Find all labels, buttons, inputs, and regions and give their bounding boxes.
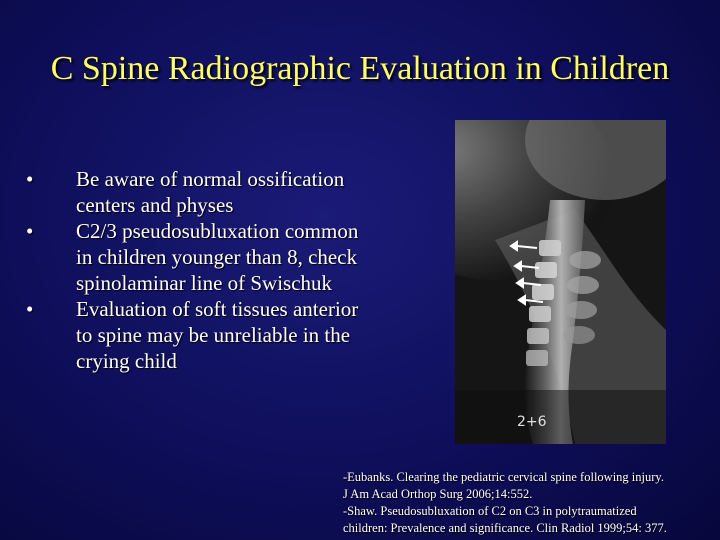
bullet-icon: • <box>26 297 34 321</box>
bullet-text: Evaluation of soft tissues anterior to spine may be unreliable in the crying child <box>76 297 359 373</box>
bullet-icon: • <box>26 167 34 191</box>
slide-title: C Spine Radiographic Evaluation in Children <box>50 50 670 87</box>
references <box>343 469 715 537</box>
reference-line: J Am Acad Orthop Surg 2006;14:552. <box>343 487 533 501</box>
bullet-text: C2/3 pseudosubluxation common in children younger than 8, check spinolaminar line of Swischuk <box>76 219 359 295</box>
cervical-spine-xray-image <box>455 120 666 444</box>
reference-line: children: Prevalence and significance. Clin Radiol 1999;54: 377. <box>343 521 667 535</box>
bullet-text: Be aware of normal ossification centers and physes <box>76 167 345 217</box>
reference-line: -Eubanks. Clearing the pediatric cervical spine following injury. <box>343 470 664 484</box>
reference-line: -Shaw. Pseudosubluxation of C2 on C3 in polytraumatized <box>343 504 637 518</box>
bullet-item <box>26 218 366 296</box>
bullet-list <box>26 166 366 374</box>
bullet-item <box>26 166 366 218</box>
bullet-icon: • <box>26 219 34 243</box>
xray-graphic <box>455 120 666 444</box>
xray-label: 2+6 <box>517 414 547 430</box>
bullet-item <box>26 296 366 374</box>
